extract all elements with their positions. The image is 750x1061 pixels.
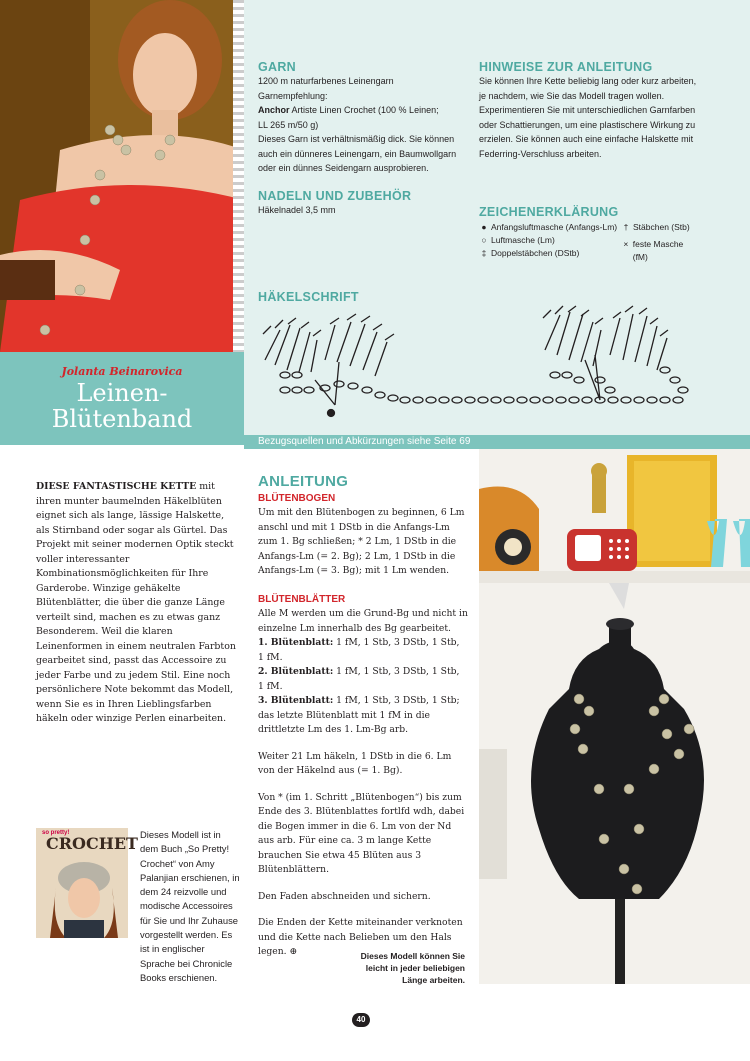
book-badge: so pretty! <box>42 830 70 836</box>
instructions-heading: ANLEITUNG <box>258 473 349 490</box>
petal-3: 3. Blütenblatt: 1 fM, 1 Stb, 3 DStb, 1 Stb; das letzte Blütenblatt mit 1 fM in die drittletzte Lm des 1. Lm-Bg arb. <box>258 695 460 735</box>
double-crochet-icon: ‡ <box>481 248 487 258</box>
instructions-p3: Weiter 21 Lm häkeln, 1 DStb in die 6. Lm von der Häkelnd aus (= 1. Bg). <box>258 750 452 776</box>
nadeln-text: Häkelnadel 3,5 mm <box>258 205 336 215</box>
legend-heading: ZEICHENERKLÄRUNG <box>479 205 619 219</box>
intro-lead: DIESE FANTASTISCHE KETTE <box>36 481 197 492</box>
page-title <box>0 380 244 432</box>
model-photo <box>0 0 244 352</box>
legend-item-dstb: ‡ Doppelstäbchen (DStb) <box>479 247 621 260</box>
hinweise-p2: Experimentieren Sie mit unterschiedlichen Garnfarben oder Schattierungen, um eine plastischere Wirkung zu erzielen. Sie können auch eine einfache Halskette mit Federring-Verschluss arbeiten. <box>479 105 696 159</box>
photo-caption: Dieses Modell können Sie leicht in jeder beliebigen Länge arbeiten. <box>360 951 465 985</box>
title-line-2: Blütenband <box>51 405 193 433</box>
hinweise-heading: HINWEISE ZUR ANLEITUNG <box>479 60 653 74</box>
model-illustration <box>0 0 244 352</box>
flower-motif-right <box>543 306 688 400</box>
mannequin-photo <box>479 449 750 984</box>
book-cover-title: CROCHET <box>46 834 138 853</box>
subheading-bluetenbogen: BLÜTENBOGEN <box>258 492 336 504</box>
legend-item-fm: × feste Masche (fM) <box>621 238 699 264</box>
intro-text <box>36 480 236 727</box>
hinweise-section <box>479 60 699 161</box>
cross-icon: × <box>623 239 629 249</box>
instructions-p6: Die Enden der Kette miteinander verknoten und die Kette nach Belieben um den Hals legen. ⊕ <box>258 917 463 957</box>
mannequin-illustration <box>479 449 750 984</box>
nadeln-section <box>258 189 468 218</box>
garn-line-4: LL 265 m/50 g) <box>258 119 319 130</box>
filled-oval-icon: ● <box>481 222 487 232</box>
oval-icon: ○ <box>481 235 487 245</box>
instructions-p2: Alle M werden um die Grund-Bg und nicht in einzelne Lm innerhalb des Bg gearbeitet. <box>258 608 468 634</box>
book-cover-image <box>36 828 128 938</box>
legend-item-lm: ○ Luftmasche (Lm) <box>479 234 621 247</box>
nadeln-heading: NADELN UND ZUBEHÖR <box>258 189 412 203</box>
treble-icon: † <box>623 222 629 232</box>
end-symbol-icon: ⊕ <box>289 946 298 957</box>
garn-line-5: Dieses Garn ist verhältnismäßig dick. Sie können auch ein dünneres Leinengarn, ein Baumwollgarn oder ein dünnes Seidengarn ausprobieren. <box>258 134 457 173</box>
title-line-1: Leinen- <box>76 379 168 407</box>
page-number: 40 <box>352 1013 370 1027</box>
garn-line-1: 1200 m naturfarbenes Leinengarn <box>258 76 394 86</box>
garn-product: Artiste Linen Crochet (100 % Leinen; <box>289 105 439 115</box>
chain-row <box>328 397 684 417</box>
author-name: Jolanta Beinarovica <box>61 365 183 378</box>
subheading-bluetenblaetter: BLÜTENBLÄTTER <box>258 593 346 605</box>
legend-item-anfangs-lm: ● Anfangsluftmasche (Anfangs-Lm) <box>479 221 621 234</box>
legend-section <box>479 205 699 264</box>
petal-1: 1. Blütenblatt: 1 fM, 1 Stb, 3 DStb, 1 Stb, 1 fM. <box>258 637 460 663</box>
book-note: Dieses Modell ist in dem Buch „So Pretty! Crochet“ von Amy Palanjian erschienen, in dem 24 reizvolle und modische Accessoires für Sie und Ihr Zuhause vorgestellt werden. Es ist in englischer Sprache bei Chronicle Books erschienen. <box>140 829 240 983</box>
crochet-diagram <box>255 300 695 425</box>
flower-motif-left <box>263 314 398 405</box>
garn-line-2: Garnempfehlung: <box>258 90 328 101</box>
instructions-p1: Um mit den Blütenbogen zu beginnen, 6 Lm anschl und mit 1 DStb in die Anfangs-Lm zum 1. Bg schließen; * 2 Lm, 1 DStb in die Anfangs-Lm (= 2. Bg); 2 Lm, 1 DStb in die Anfangs-Lm (= 3. Bg); mit 1 Lm wenden. <box>258 507 465 576</box>
garn-line-3 <box>258 103 468 118</box>
instructions-p5: Den Faden abschneiden und sichern. <box>258 890 431 902</box>
hinweise-p1: Sie können Ihre Kette beliebig lang oder kurz arbeiten, je nachdem, wie Sie das Modell tragen wollen. <box>479 76 697 101</box>
garn-section <box>258 60 468 176</box>
chart-heading: HÄKELSCHRIFT <box>258 290 359 304</box>
petal-2: 2. Blütenblatt: 1 fM, 1 Stb, 3 DStb, 1 Stb, 1 fM. <box>258 666 460 692</box>
legend-item-stb: † Stäbchen (Stb) <box>621 221 699 234</box>
instructions-section <box>258 475 468 960</box>
garn-heading: GARN <box>258 60 297 74</box>
sources-note: Bezugsquellen und Abkürzungen siehe Seite 69 <box>244 435 750 449</box>
book-cover <box>36 828 138 938</box>
garn-brand: Anchor <box>258 105 290 115</box>
intro-body: mit ihren munter baumelnden Häkelblüten eignet sich als lange, lässige Halskette, als Stirnband oder sogar als Gürtel. Das Projekt mit seiner modernen Optik steckt voller interessanter Kombinationsmöglichkeiten für Ihre Garderobe. Winzige gehäkelte Blütenblätter, die über die ganze Länge verteilt sind, machen es zu etwas ganz Besonderem. Weil die klaren Leinenformen in einem neutralen Farbton gearbeitet sind, passt das Accessoire zu jeder Farbe und zu jedem Stil. Eine noch persönlichere Note bekommt das Modell, wenn Sie es in Ihren Lieblingsfarben häkeln oder winzige Perlen einarbeiten. <box>36 481 236 724</box>
instructions-p4: Von * (im 1. Schritt „Blütenbogen“) bis zum Ende des 3. Blütenblattes fortlfd wdh, dabei die Bogen immer in die 6. Lm von der Nd aus arb. Für eine ca. 3 m lange Kette brauchen Sie etwa 45 Blüten aus 3 Blütenblättern. <box>258 791 465 875</box>
